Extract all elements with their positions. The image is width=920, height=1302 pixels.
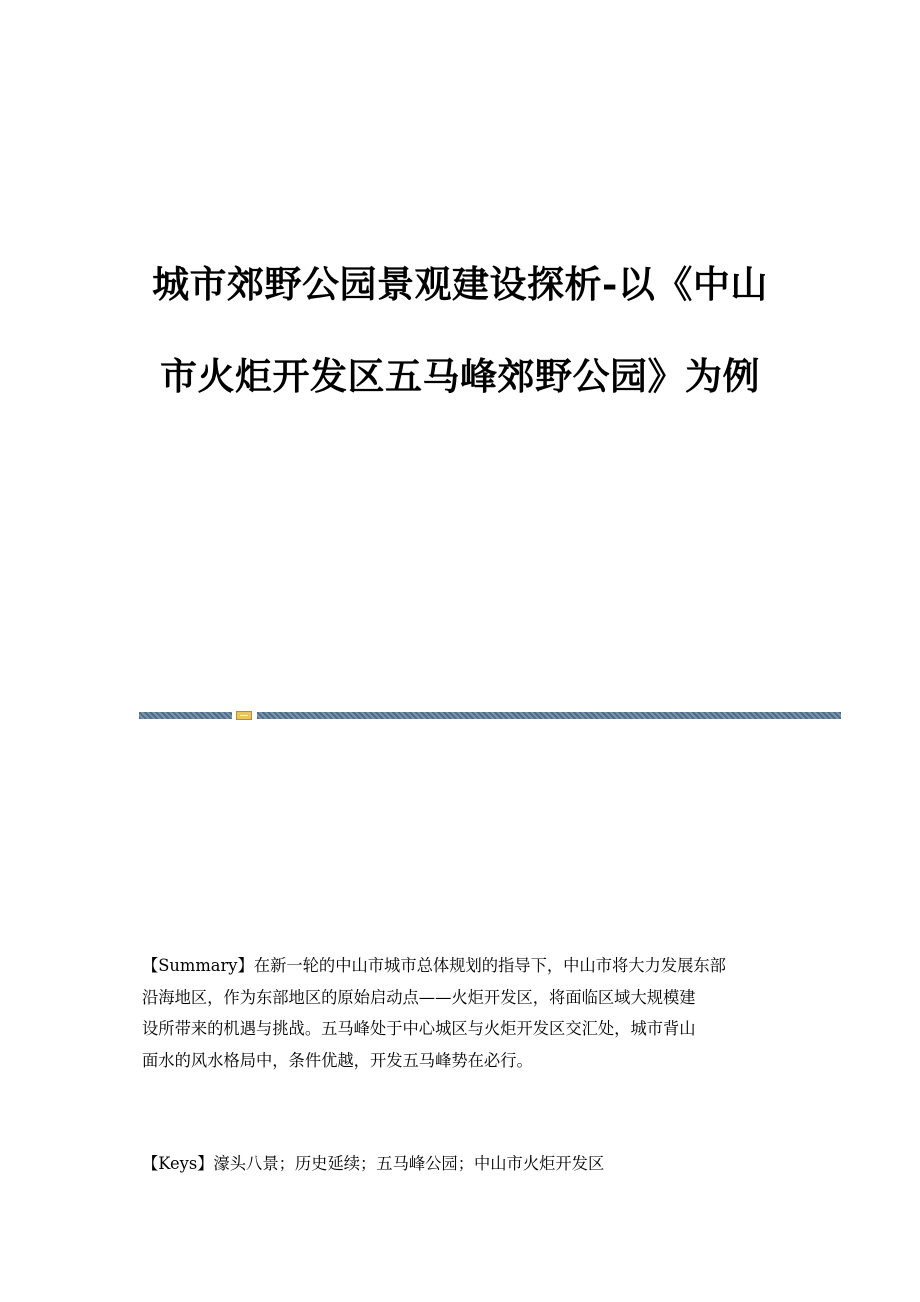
keywords-paragraph xyxy=(142,1152,782,1176)
keys-label: 【Keys】 xyxy=(142,1154,214,1173)
summary-line-1 xyxy=(142,950,782,982)
summary-line-3: 设所带来的机遇与挑战。五马峰处于中心城区与火炬开发区交汇处，城市背山 xyxy=(142,1019,696,1038)
document-title xyxy=(0,262,920,398)
title-line-2: 市火炬开发区五马峰郊野公园》为例 xyxy=(160,354,760,398)
title-line-1: 城市郊野公园景观建设探析-以《中山 xyxy=(152,262,768,306)
summary-text-1: 在新一轮的中山市城市总体规划的指导下，中山市将大力发展东部 xyxy=(253,956,726,975)
section-divider xyxy=(139,711,841,720)
summary-line-2: 沿海地区，作为东部地区的原始启动点——火炬开发区，将面临区域大规模建 xyxy=(142,987,696,1007)
divider-bar-right xyxy=(257,712,841,719)
divider-ornament-icon xyxy=(236,711,252,720)
summary-line-4: 面水的风水格局中，条件优越，开发五马峰势在必行。 xyxy=(142,1050,533,1070)
summary-label: 【Summary】 xyxy=(142,956,254,975)
divider-bar-left xyxy=(139,712,232,719)
keys-text: 濠头八景；历史延续；五马峰公园；中山市火炬开发区 xyxy=(213,1154,605,1173)
summary-paragraph xyxy=(142,950,782,1076)
